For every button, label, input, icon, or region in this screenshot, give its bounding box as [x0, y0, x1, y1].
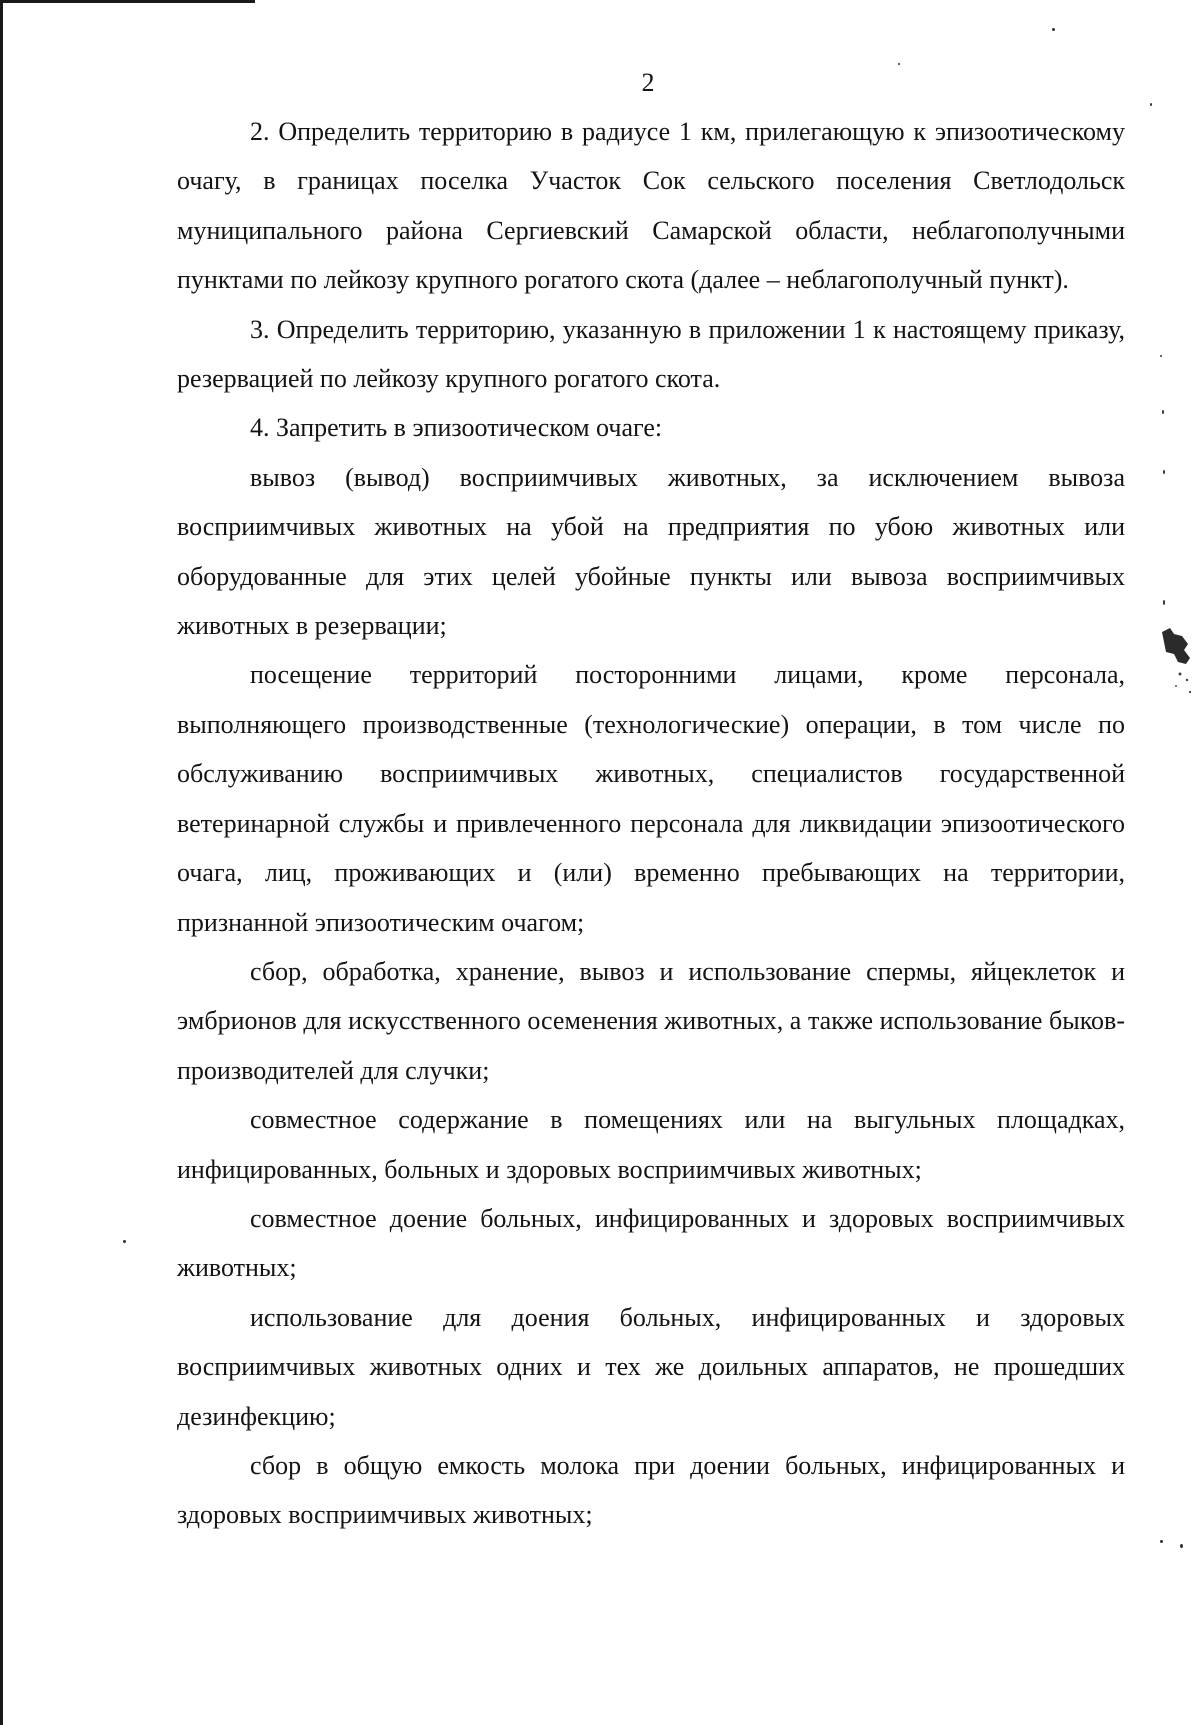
paragraph-item-3: 3. Определить территорию, указанную в приложении 1 к настоящему приказу, резервацией по лейкозу крупного рогатого скота. — [177, 314, 1125, 394]
prohibition-animal-removal: вывоз (вывод) восприимчивых животных, за исключением вывоза восприимчивых животных на убой на предприятия по убою животных или оборудованные для этих целей убойные пункты или вывоза восприимчивых животных в резервации; — [177, 462, 1125, 641]
prohibition-visits: посещение территорий посторонними лицами, кроме персонала, выполняющего производственные (технологические) операции, в том числе по обслуживанию восприимчивых животных, специалистов государственной ветеринарной службы и привлеченного персонала для ликвидации эпизоотического очага, лиц, проживающих и (или) временно пребывающих на территории, признанной эпизоотическим очагом; — [177, 660, 1125, 937]
prohibition-insemination: сбор, обработка, хранение, вывоз и использование спермы, яйцеклеток и эмбрионов для искусственного осеменения животных, а также использование быков-производителей для случки; — [177, 956, 1125, 1085]
scan-left-edge — [0, 0, 3, 1725]
prohibition-joint-keeping: совместное содержание в помещениях или на выгульных площадках, инфицированных, больных и здоровых восприимчивых животных; — [177, 1105, 1125, 1184]
scan-speck — [1163, 470, 1165, 474]
scan-speck — [1163, 600, 1165, 605]
scan-speck — [1160, 355, 1162, 357]
scan-smudge — [1160, 628, 1194, 698]
document-body — [177, 107, 1125, 1540]
scan-speck — [1180, 1544, 1183, 1548]
prohibition-milk-collection: сбор в общую емкость молока при доении больных, инфицированных и здоровых восприимчивых животных; — [177, 1450, 1125, 1530]
scan-speck — [1160, 1540, 1163, 1543]
scan-speck — [898, 63, 900, 65]
prohibition-shared-equipment: использование для доения больных, инфицированных и здоровых восприимчивых животных одних и тех же доильных аппаратов, не прошедших дезинфекцию; — [177, 1302, 1125, 1431]
scan-speck — [1052, 28, 1055, 31]
scan-speck — [1162, 410, 1164, 414]
scan-speck — [123, 1240, 126, 1243]
paragraph-item-2: 2. Определить территорию в радиусе 1 км, прилегающую к эпизоотическому очагу, в границах поселка Участок Сок сельского поселения Светлодольск муниципального района Сергиевский Самарской области, неблагополучными пунктами по лейкозу крупного рогатого скота (далее – неблагополучный пункт). — [177, 117, 1125, 295]
page-number: 2 — [641, 68, 655, 97]
prohibition-joint-milking: совместное доение больных, инфицированных и здоровых восприимчивых животных; — [177, 1203, 1125, 1283]
scan-speck — [1150, 103, 1152, 106]
scan-top-edge — [0, 0, 255, 3]
paragraph-item-4: 4. Запретить в эпизоотическом очаге: — [250, 413, 663, 443]
